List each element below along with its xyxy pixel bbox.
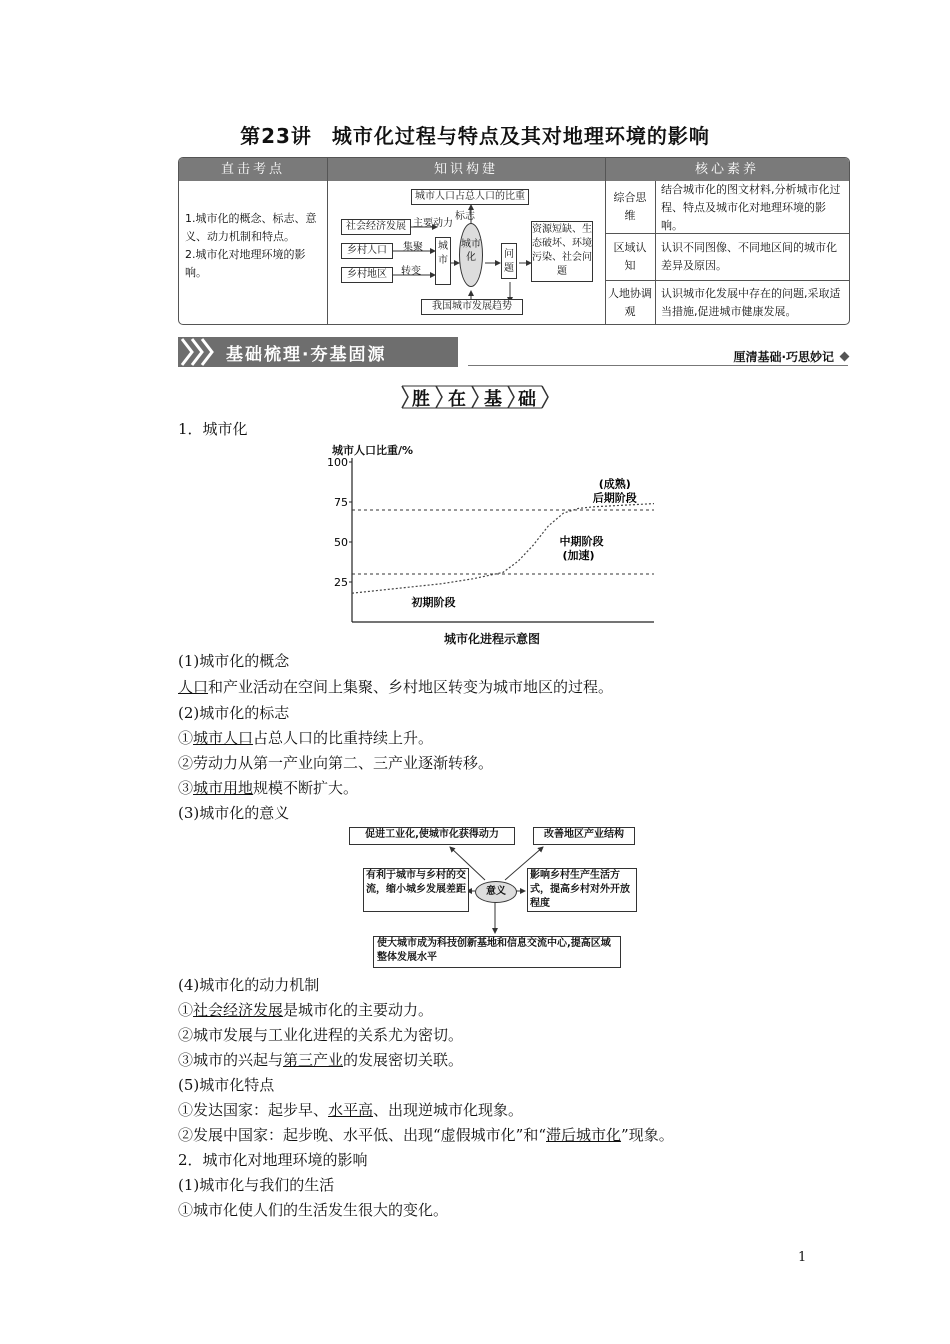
feature-post: ”现象。 xyxy=(621,1126,674,1144)
literacy-desc: 认识不同图像、不同地区间的城市化差异及原因。 xyxy=(661,241,837,272)
diagram-problem-box: 问题 xyxy=(501,243,517,279)
header-exam-points: 直击考点 xyxy=(220,162,285,177)
literacy-name: 人地协调观 xyxy=(608,287,652,318)
concept-text xyxy=(178,676,613,697)
summary-table xyxy=(178,157,850,325)
life-heading: (1)城市化与我们的生活 xyxy=(178,1176,335,1194)
sub-banner-char: 胜 xyxy=(412,389,430,410)
page-title xyxy=(0,120,950,149)
driver-pre: ③城市的兴起与 xyxy=(178,1051,284,1069)
chart-annotation: (成熟) xyxy=(598,477,631,491)
diagram-box-economy: 社会经济发展 xyxy=(341,219,411,235)
header-knowledge: 知识构建 xyxy=(433,162,498,177)
chart-plot xyxy=(320,458,660,648)
label-sign: 标志 xyxy=(455,211,475,222)
chart-annotation: (加速) xyxy=(562,549,595,563)
page-number: 1 xyxy=(798,1250,807,1265)
driver-item xyxy=(178,999,433,1020)
exam-points xyxy=(185,210,323,282)
feature-item xyxy=(178,1099,523,1120)
chart-annotation: 初期阶段 xyxy=(411,596,456,609)
concept-heading: (1)城市化的概念 xyxy=(178,652,290,670)
knowledge-diagram xyxy=(327,181,605,324)
chart-ylabel: 城市人口比重/% xyxy=(332,444,414,457)
driver-pre: ②城市发展与工业化进程的关系尤为密切。 xyxy=(178,1026,464,1044)
y-tick-label: 50 xyxy=(334,536,348,549)
meaning-box: 影响乡村生产生活方式，提高乡村对外开放程度 xyxy=(527,868,637,912)
driver-item xyxy=(178,1049,463,1070)
sign-heading: (2)城市化的标志 xyxy=(178,704,290,722)
sign-underline: 城市用地 xyxy=(193,779,254,797)
literacy-desc: 结合城市化的图文材料,分析城市化过程、特点及城市化对地理环境的影响。 xyxy=(661,183,841,232)
chart-annotation: 中期阶段 xyxy=(559,535,604,549)
driver-heading: (4)城市化的动力机制 xyxy=(178,976,320,994)
diagram-box-rural-pop: 乡村人口 xyxy=(341,243,393,259)
sign-item xyxy=(178,727,433,748)
meaning-box: 促进工业化,使城市化获得动力 xyxy=(349,827,515,845)
sub-banner-char: 在 xyxy=(448,389,466,410)
sign-item xyxy=(178,777,358,798)
label-gather: 集聚 xyxy=(403,242,423,253)
diamond-icon xyxy=(840,352,850,362)
feature-underline: 水平高 xyxy=(328,1101,374,1119)
sign-post: 规模不断扩大。 xyxy=(253,779,359,797)
meaning-heading: (3)城市化的意义 xyxy=(178,804,290,822)
meaning-diagram xyxy=(345,825,645,970)
concept-underline: 人口 xyxy=(178,678,209,696)
sub-banner-char: 础 xyxy=(518,389,536,410)
diagram-urbanization-oval: 城市化 xyxy=(459,223,483,287)
header-literacy: 核心素养 xyxy=(694,162,759,177)
feature-underline: 滞后城市化 xyxy=(546,1126,622,1144)
literacy-name: 综合思维 xyxy=(613,191,647,222)
meaning-box: 有利于城市与乡村的交流，缩小城乡发展差距 xyxy=(363,868,469,912)
driver-underline: 第三产业 xyxy=(283,1051,344,1069)
literacy-block xyxy=(605,181,849,324)
meaning-box: 改善地区产业结构 xyxy=(533,827,635,845)
literacy-desc: 认识城市化发展中存在的问题,采取适当措施,促进城市健康发展。 xyxy=(661,287,841,318)
label-transform: 转变 xyxy=(401,266,421,277)
meaning-box: 使大城市成为科技创新基地和信息交流中心,提高区域整体发展水平 xyxy=(373,936,621,968)
lecture-number: 第23讲 xyxy=(240,124,312,148)
diagram-bottom-box: 我国城市发展趋势 xyxy=(421,299,523,315)
driver-post: 的发展密切关联。 xyxy=(343,1051,464,1069)
y-tick-label: 25 xyxy=(334,576,348,589)
banner-right-text: 厘清基础·巧思妙记 xyxy=(733,350,834,364)
driver-post: 是城市化的主要动力。 xyxy=(283,1001,434,1019)
feature-pre: ②发展中国家：起步晚、水平低、出现“虚假城市化”和“ xyxy=(178,1126,547,1144)
concept-rest: 和产业活动在空间上集聚、乡村地区转变为城市地区的过程。 xyxy=(208,678,614,696)
urbanization-curve xyxy=(352,504,654,594)
diagram-city-box: 城市 xyxy=(435,237,451,285)
feature-pre: ①发达国家：起步早、 xyxy=(178,1101,329,1119)
section-2-heading: 2．城市化对地理环境的影响 xyxy=(178,1151,368,1169)
sub-banner-char: 基 xyxy=(484,389,502,410)
driver-underline: 社会经济发展 xyxy=(193,1001,284,1019)
driver-pre: ① xyxy=(178,1001,194,1019)
y-tick-label: 75 xyxy=(334,496,348,509)
section-banner xyxy=(178,337,848,369)
sign-underline: 城市人口 xyxy=(193,729,254,747)
sign-pre: ③ xyxy=(178,779,194,797)
exam-point: 2.城市化对地理环境的影响。 xyxy=(185,248,306,279)
y-tick-label: 100 xyxy=(327,458,348,469)
lecture-topic: 城市化过程与特点及其对地理环境的影响 xyxy=(331,124,710,148)
literacy-name: 区域认知 xyxy=(613,241,647,272)
feature-heading: (5)城市化特点 xyxy=(178,1076,275,1094)
sign-pre: ① xyxy=(178,729,194,747)
urbanization-chart xyxy=(320,440,660,650)
life-item: ①城市化使人们的生活发生很大的变化。 xyxy=(178,1201,449,1219)
diagram-box-rural-area: 乡村地区 xyxy=(341,267,393,283)
diagram-right-box: 资源短缺、生态破坏、环境污染、社会问题 xyxy=(531,221,593,282)
label-driver: 主要动力 xyxy=(413,218,453,229)
chart-title: 城市化进程示意图 xyxy=(444,632,541,646)
chart-annotation: 后期阶段 xyxy=(592,491,637,505)
exam-point: 1.城市化的概念、标志、意义、动力机制和特点。 xyxy=(185,212,317,243)
sign-pre: ②劳动力从第一产业向第二、三产业逐渐转移。 xyxy=(178,754,494,772)
sign-post: 占总人口的比重持续上升。 xyxy=(253,729,434,747)
diagram-top-box: 城市人口占总人口的比重 xyxy=(411,189,529,205)
sign-item xyxy=(178,752,493,773)
meaning-center-oval: 意义 xyxy=(475,881,517,903)
driver-item xyxy=(178,1024,463,1045)
feature-item xyxy=(178,1124,674,1145)
feature-post: 、出现逆城市化现象。 xyxy=(373,1101,524,1119)
section-1-heading: 1．城市化 xyxy=(178,420,248,438)
banner-left-text: 基础梳理·夯基固源 xyxy=(226,345,387,365)
